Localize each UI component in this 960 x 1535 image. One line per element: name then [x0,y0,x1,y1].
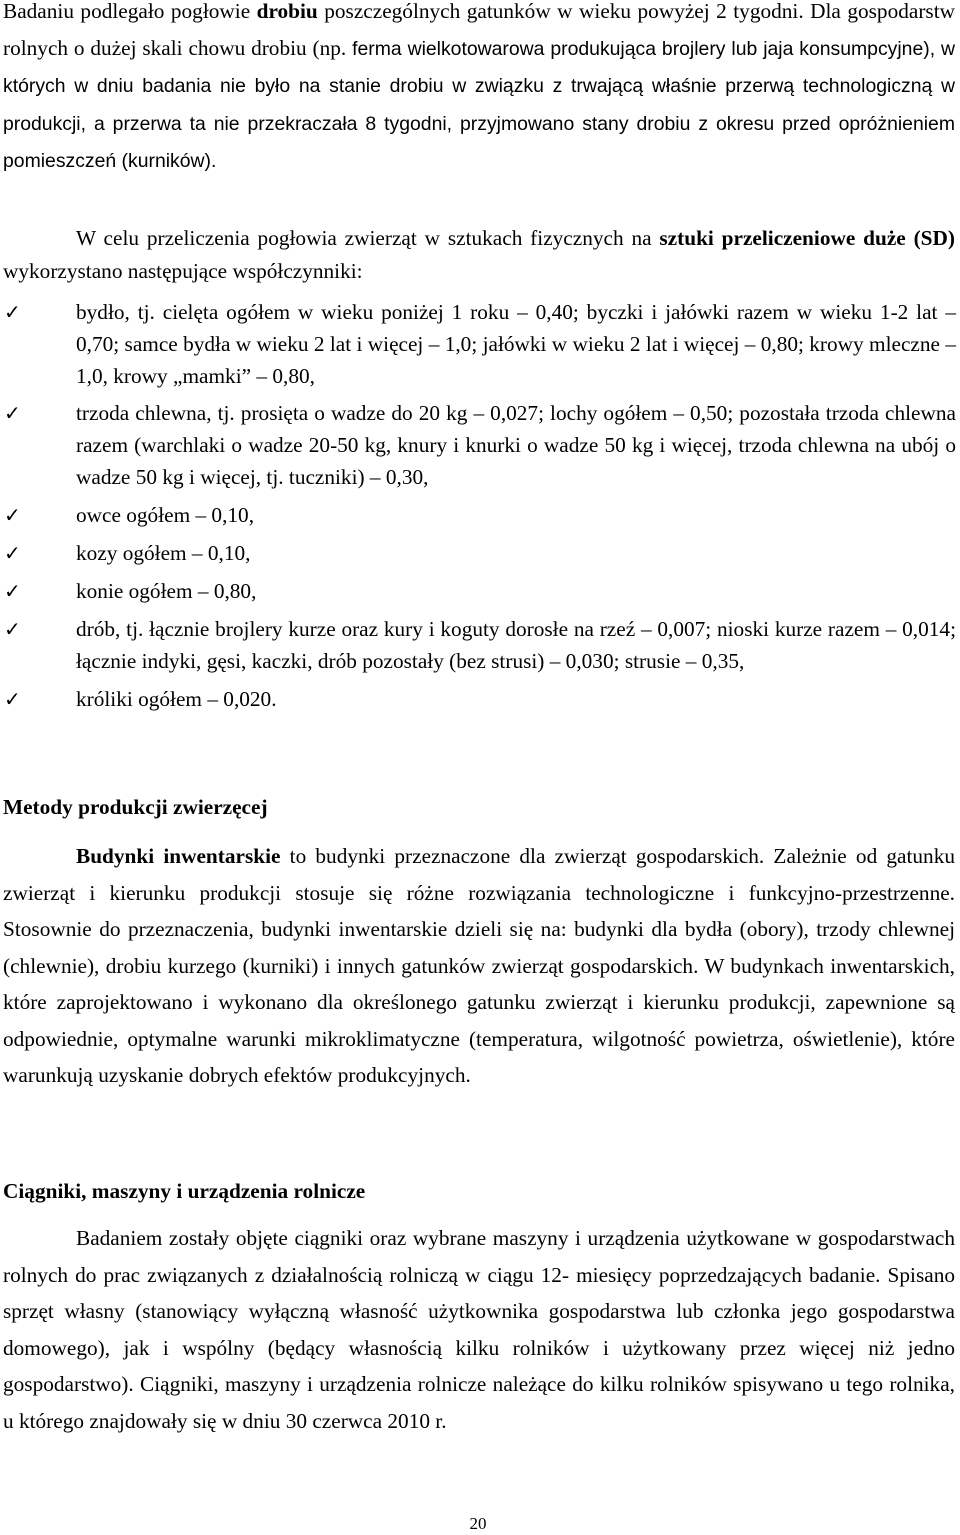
coefficient-item-sheep [0,499,956,531]
coefficient-item-text: kozy ogółem – 0,10, [76,541,251,565]
check-icon: ✓ [4,687,21,711]
coefficient-item-cattle [0,296,956,392]
coefficient-item-text: króliki ogółem – 0,020. [76,687,277,711]
machinery-text: Badaniem zostały objęte ciągniki oraz wybrane maszyny i urządzenia użytkowane w gospodarstwach rolnych do prac związanych z działalnością rolniczą w ciągu 12- miesięcy poprzedzających badanie. Spisano sprzęt własny (stanowiący wyłączną własność użytkownika gospodarstwa lub członka jego gospodarstwa domowego), jak i wspólny (będący własnością kilku rolników i użytkowany przez więcej niż jedno gospodarstwo). Ciągniki, maszyny i urządzenia rolnicze należące do kilku rolników spisywano u tego rolnika, u którego znajdowały się w dniu 30 czerwca 2010 r. [3,1226,955,1433]
coefficient-item-text: bydło, tj. cielęta ogółem w wieku poniżej 1 roku – 0,40; byczki i jałówki razem w wieku 1-2 lat – 0,70; samce bydła w wieku 2 lat i więcej – 1,0; jałówki w wieku 2 lat i więcej – 0,80; krowy mleczne – 1,0, krowy „mamki” – 0,80, [76,300,956,388]
buildings-bold-term: Budynki inwentarskie [76,844,281,868]
coefficient-item-text: drób, tj. łącznie brojlery kurze oraz kury i koguty dorosłe na rzeź – 0,007; nioski kurze razem – 0,014; łącznie indyki, gęsi, kaczki, drób pozostały (bez strusi) – 0,030; strusie – 0,35, [76,617,956,673]
coefficient-item-text: konie ogółem – 0,80, [76,579,257,603]
coefficient-item-rabbits [0,683,956,715]
page-number: 20 [469,1514,487,1533]
intro-text-sans: ferma wielkotowarowa produkująca brojlery lub jaja konsumpcyjne), w których w dniu badania nie było na stanie drobiu w związku z trwającą właśnie przerwą technologiczną w produkcji, a przerwa ta nie przekraczała 8 tygodni, przyjmowano stany drobiu z okresu przed opróżnieniem pomieszczeń (kurników). [3,37,955,172]
sd-bold-term: sztuki przeliczeniowe duże (SD) [659,226,955,250]
coefficient-list [0,296,956,715]
sd-text-b: wykorzystano następujące współczynniki: [3,259,363,283]
check-icon: ✓ [4,579,21,603]
coefficient-item-text: owce ogółem – 0,10, [76,503,255,527]
livestock-buildings-paragraph [3,838,955,1094]
intro-text-b: poszczególnych gatunków w wieku powyżej 2 tygodni. Dla gospodarstw rolnych o dużej skali chowu drobiu (np. [3,0,955,60]
machinery-paragraph [3,1220,955,1439]
intro-paragraph-poultry [3,0,955,180]
coefficient-item-horses [0,575,956,607]
intro-paragraph-sd [3,222,955,288]
coefficient-item-pigs [0,397,956,493]
check-icon: ✓ [4,617,21,641]
section-heading-livestock: Metody produkcji zwierzęcej [3,795,268,819]
coefficient-item-poultry [0,613,956,677]
section-heading-machinery: Ciągniki, maszyny i urządzenia rolnicze [3,1179,366,1203]
check-icon: ✓ [4,401,21,425]
check-icon: ✓ [4,541,21,565]
check-icon: ✓ [4,300,21,324]
check-icon: ✓ [4,503,21,527]
buildings-text: to budynki przeznaczone dla zwierząt gospodarskich. Zależnie od gatunku zwierząt i kierunku produkcji stosuje się różne rozwiązania technologiczne i funkcyjno-przestrzenne. Stosownie do przeznaczenia, budynki inwentarskie dzieli się na: budynki dla bydła (obory), trzody chlewnej (chlewnie), drobiu kurzego (kurniki) i innych gatunków zwierząt gospodarskich. W budynkach inwentarskich, które zaprojektowano i wykonano dla określonego gatunku zwierząt i kierunku produkcji, zapewnione są odpowiednie, optymalne warunki mikroklimatyczne (temperatura, wilgotność powietrza, oświetlenie), które warunkują uzyskanie dobrych efektów produkcyjnych. [3,844,956,1087]
coefficient-item-goats [0,537,956,569]
intro-bold-poultry: drobiu [256,0,318,23]
coefficient-item-text: trzoda chlewna, tj. prosięta o wadze do 20 kg – 0,027; lochy ogółem – 0,50; pozostała trzoda chlewna razem (warchlaki o wadze 20-50 kg, knury i knurki o wadze 50 kg i więcej, trzoda chlewna na ubój o wadze 50 kg i więcej, tj. tuczniki) – 0,30, [76,401,956,489]
intro-text-a: Badaniu podlegało pogłowie [3,0,257,23]
sd-text-a: W celu przeliczenia pogłowia zwierząt w sztukach fizycznych na [76,226,660,250]
